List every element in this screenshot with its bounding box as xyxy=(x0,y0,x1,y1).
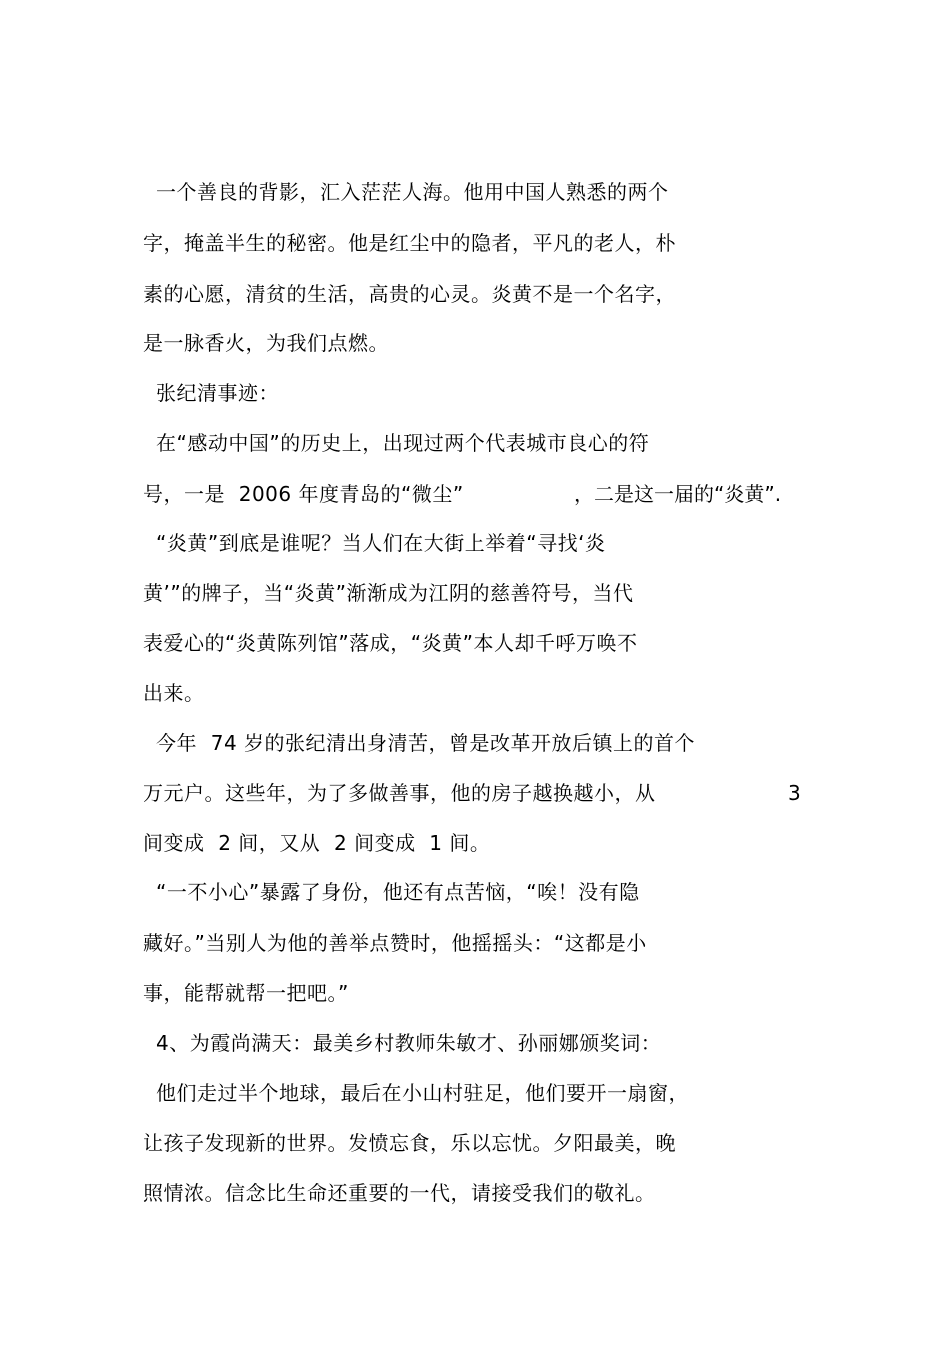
paragraph-line: 表爱心的“炎黄陈列馆”落成，“炎黄”本人却千呼万唤不 xyxy=(143,631,638,655)
paragraph-line: 素的心愿，清贫的生活，高贵的心灵。炎黄不是一个名字， xyxy=(143,282,676,306)
section-heading: 4、为霞尚满天：最美乡村教师朱敏才、孙丽娜颁奖词： xyxy=(156,1031,662,1055)
paragraph-line: 字，掩盖半生的秘密。他是红尘中的隐者，平凡的老人，朴 xyxy=(143,231,676,255)
paragraph-line: 今年 74 岁的张纪清出身清苦，曾是改革开放后镇上的首个 xyxy=(156,731,696,755)
paragraph-line-fragment: ，二是这一届的“炎黄”. xyxy=(574,482,782,506)
paragraph-line: 是一脉香火，为我们点燃。 xyxy=(143,331,389,355)
paragraph-line: 号，一是 2006 年度青岛的“微尘” xyxy=(143,482,464,506)
paragraph-line: 在“感动中国”的历史上，出现过两个代表城市良心的符 xyxy=(156,431,650,455)
paragraph-line: 事，能帮就帮一把吧。” xyxy=(143,981,349,1005)
paragraph-line: 万元户。这些年，为了多做善事，他的房子越换越小，从 xyxy=(143,781,656,805)
paragraph-line: 让孩子发现新的世界。发愤忘食，乐以忘忧。夕阳最美，晚 xyxy=(143,1131,676,1155)
paragraph-line: 间变成 2 间，又从 2 间变成 1 间。 xyxy=(143,831,491,855)
paragraph-line: 一个善良的背影，汇入茫茫人海。他用中国人熟悉的两个 xyxy=(156,180,669,204)
paragraph-line: 出来。 xyxy=(143,681,205,705)
paragraph-line: “炎黄”到底是谁呢？当人们在大街上举着“寻找‘炎 xyxy=(156,531,606,555)
paragraph-line: “一不小心”暴露了身份，他还有点苦恼，“唉！没有隐 xyxy=(156,880,640,904)
paragraph-line: 藏好。”当别人为他的善举点赞时，他摇摇头：“这都是小 xyxy=(143,931,647,955)
paragraph-line: 黄’”的牌子，当“炎黄”渐渐成为江阴的慈善符号，当代 xyxy=(143,581,634,605)
paragraph-line: 他们走过半个地球，最后在小山村驻足，他们要开一扇窗， xyxy=(156,1081,689,1105)
paragraph-line: 照情浓。信念比生命还重要的一代，请接受我们的敬礼。 xyxy=(143,1181,656,1205)
section-heading: 张纪清事迹： xyxy=(156,381,279,405)
paragraph-line-fragment: 3 xyxy=(788,781,801,805)
